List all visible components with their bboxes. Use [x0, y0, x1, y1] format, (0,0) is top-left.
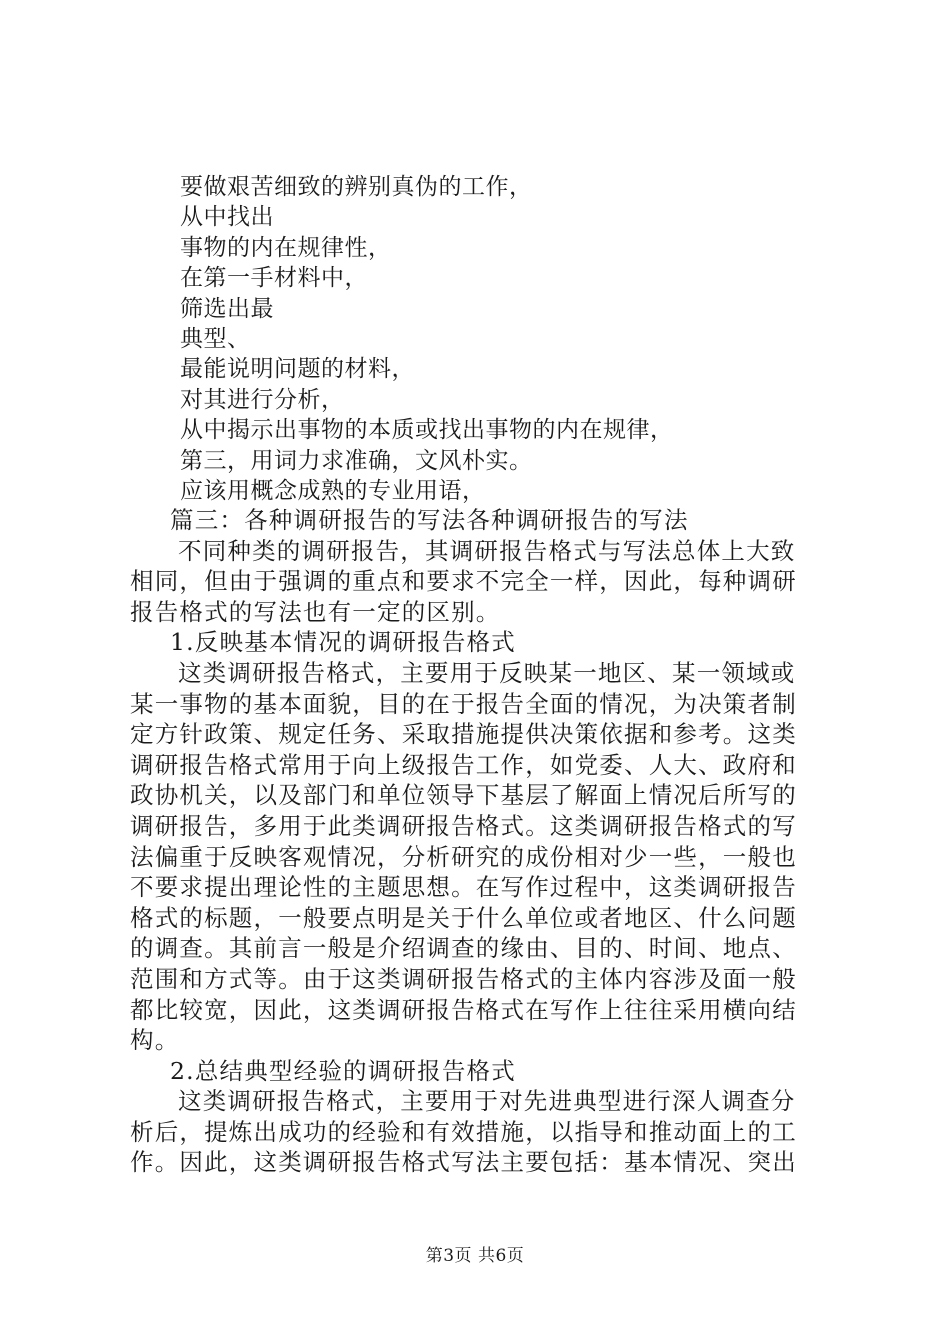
paragraph-line: 这类调研报告格式，主要用于对先进典型进行深人调查分: [178, 1087, 796, 1116]
paragraph-line: 定方针政策、规定任务、采取措施提供决策依据和参考。这类: [130, 720, 797, 749]
paragraph-line: 都比较宽，因此，这类调研报告格式在写作上往往采用横向结: [130, 995, 797, 1024]
paragraph-line: 某一事物的基本面貌，目的在于报告全面的情况，为决策者制: [130, 689, 797, 718]
paragraph-line: 作。因此，这类调研报告格式写法主要包括：基本情况、突出: [130, 1148, 797, 1177]
paragraph-line: 政协机关，以及部门和单位领导下基层了解面上情况后所写的: [130, 781, 797, 810]
text-line: 对其进行分析，: [180, 386, 345, 413]
section-heading: 篇三：各种调研报告的写法各种调研报告的写法: [170, 506, 689, 534]
text-line: 从中揭示出事物的本质或找出事物的内在规律，: [180, 417, 674, 444]
paragraph-line: 的调查。其前言一般是介绍调查的缘由、目的、时间、地点、: [130, 934, 797, 963]
paragraph-line: 报告格式的写法也有一定的区别。: [130, 597, 501, 626]
text-line: 最能说明问题的材料，: [180, 356, 415, 383]
text-line: 要做艰苦细致的辨别真伪的工作，: [180, 174, 533, 200]
text-line: 第三，用词力求准确，文风朴实。: [180, 447, 533, 474]
text-line: 典型、: [180, 325, 251, 352]
text-line: 事物的内在规律性，: [180, 234, 392, 261]
paragraph-line: 调研报告，多用于此类调研报告格式。这类调研报告格式的写: [130, 811, 797, 840]
paragraph-line: 析后，提炼出成功的经验和有效措施，以指导和推动面上的工: [130, 1117, 797, 1146]
paragraph-line: 法偏重于反映客观情况，分析研究的成份相对少一些，一般也: [130, 842, 797, 871]
text-line: 应该用概念成熟的专业用语，: [180, 477, 486, 504]
text-line: 筛选出最: [180, 295, 274, 322]
subsection-heading: 1.反映基本情况的调研报告格式: [170, 628, 516, 657]
text-line: 从中找出: [180, 204, 274, 231]
text-line: 在第一手材料中，: [180, 265, 368, 292]
paragraph-line: 格式的标题，一般要点明是关于什么单位或者地区、什么问题: [130, 903, 797, 932]
paragraph-line: 不同种类的调研报告，其调研报告格式与写法总体上大致: [178, 536, 796, 565]
paragraph-line: 相同，但由于强调的重点和要求不完全一样，因此，每种调研: [130, 567, 797, 596]
paragraph-line: 这类调研报告格式，主要用于反映某一地区、某一领域或: [178, 658, 796, 687]
paragraph-line: 构。: [130, 1026, 180, 1055]
paragraph-line: 范围和方式等。由于这类调研报告格式的主体内容涉及面一般: [130, 964, 797, 993]
subsection-heading: 2.总结典型经验的调研报告格式: [170, 1056, 516, 1085]
short-lines-block: [180, 172, 830, 506]
paragraph-line: 不要求提出理论性的主题思想。在写作过程中，这类调研报告: [130, 873, 797, 902]
body-text-block: [130, 505, 830, 1178]
page-number-footer: 第3页 共6页: [425, 1246, 525, 1266]
paragraph-line: 调研报告格式常用于向上级报告工作，如党委、人大、政府和: [130, 750, 797, 779]
